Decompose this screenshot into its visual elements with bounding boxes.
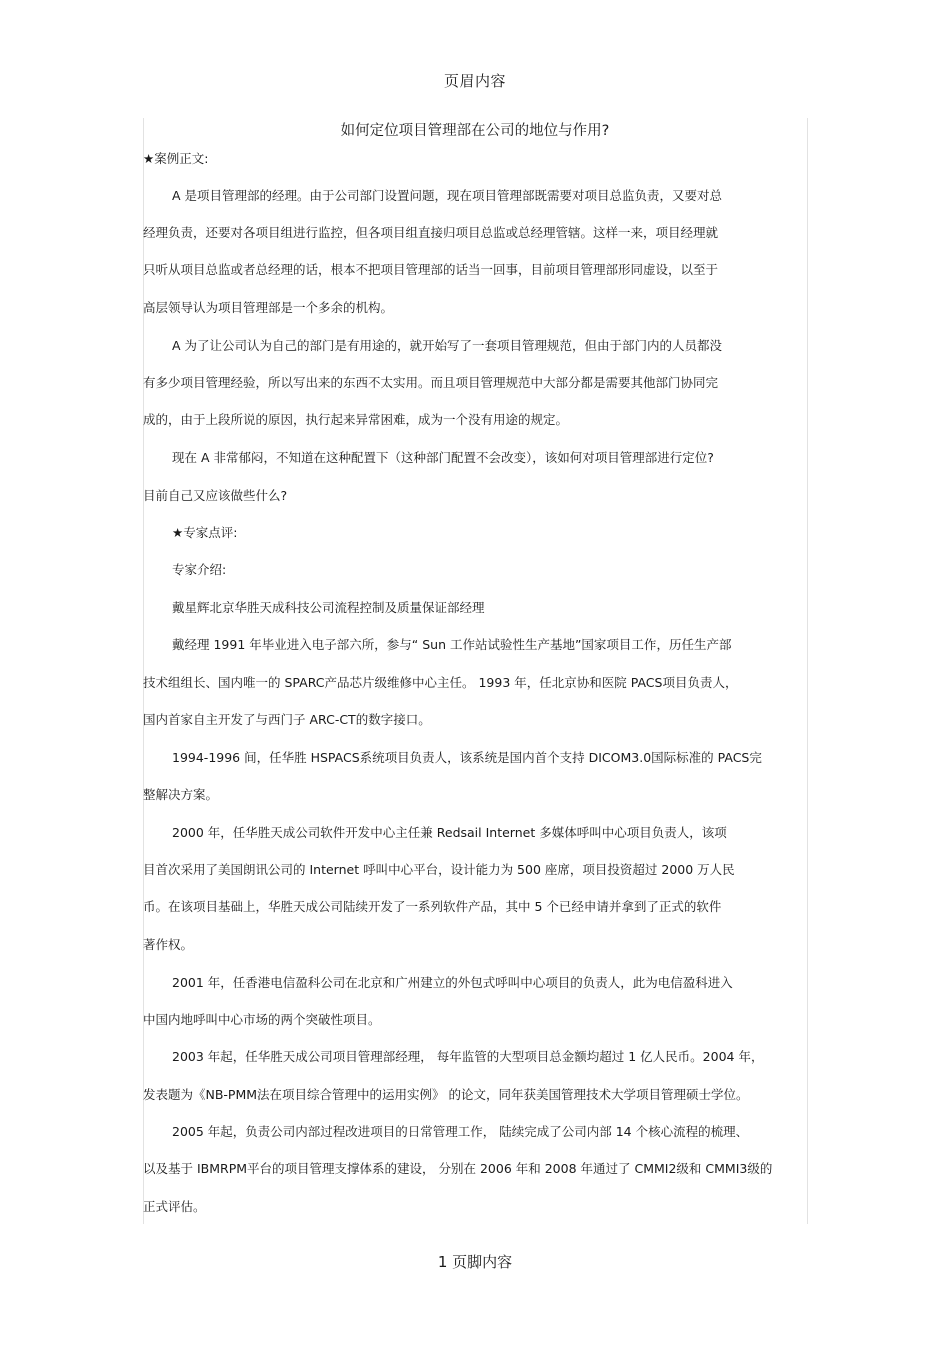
paragraph-line: 国内首家自主开发了与西门子 ARC-CT的数字接口。 <box>143 712 431 727</box>
paragraph-line: 只听从项目总监或者总经理的话，根本不把项目管理部的话当一回事，目前项目管理部形同虚设，以至于 <box>143 262 719 277</box>
paragraph-line: 目前自己又应该做些什么? <box>143 488 288 503</box>
paragraph-line: A 为了让公司认为自己的部门是有用途的，就开始写了一套项目管理规范，但由于部门内的人员都没 <box>172 338 723 353</box>
paragraph-line: 币。在该项目基础上，华胜天成公司陆续开发了一系列软件产品，其中 5 个已经申请并拿到了正式的软件 <box>143 899 722 914</box>
paragraph-line: 戴星辉北京华胜天成科技公司流程控制及质量保证部经理 <box>172 600 485 615</box>
page-footer: 1 页脚内容 <box>437 1253 513 1271</box>
paragraph-line: 经理负责，还要对各项目组进行监控，但各项目组直接归项目总监或总经理管辖。这样一来，项目经理就 <box>143 225 719 240</box>
paragraph-line: 目首次采用了美国朗讯公司的 Internet 呼叫中心平台，设计能力为 500 座席，项目投资超过 2000 万人民 <box>143 862 735 877</box>
page-frame-right-border <box>807 118 808 1224</box>
paragraph-line: 技术组组长、国内唯一的 SPARC产品芯片级维修中心主任。 1993 年，任北京协和医院 PACS项目负责人， <box>143 675 738 690</box>
paragraph-line: 正式评估。 <box>143 1199 206 1214</box>
paragraph-line: 以及基于 IBMRPM平台的项目管理支撑体系的建设， 分别在 2006 年和 2008 年通过了 CMMI2级和 CMMI3级的 <box>143 1161 773 1176</box>
paragraph-line: 发表题为《NB-PMM法在项目综合管理中的运用实例》 的论文，同年获美国管理技术大学项目管理硕士学位。 <box>143 1087 749 1102</box>
paragraph-line: 1994-1996 间，任华胜 HSPACS系统项目负责人，该系统是国内首个支持 DICOM3.0国际标准的 PACS完 <box>172 750 762 765</box>
paragraph-line: 2000 年，任华胜天成公司软件开发中心主任兼 Redsail Internet 多媒体呼叫中心项目负责人，该项 <box>172 825 727 840</box>
paragraph-line: 有多少项目管理经验，所以写出来的东西不太实用。而且项目管理规范中大部分都是需要其他部门协同完 <box>143 375 719 390</box>
paragraph-line: 成的，由于上段所说的原因，执行起来异常困难，成为一个没有用途的规定。 <box>143 412 569 427</box>
paragraph-line: 2005 年起，负责公司内部过程改进项目的日常管理工作， 陆续完成了公司内部 14 个核心流程的梳理、 <box>172 1124 749 1139</box>
paragraph-line: A 是项目管理部的经理。由于公司部门设置问题，现在项目管理部既需要对项目总监负责，又要对总 <box>172 188 723 203</box>
paragraph-line: 现在 A 非常郁闷，不知道在这种配置下（这种部门配置不会改变），该如何对项目管理部进行定位? <box>172 450 714 465</box>
paragraph-line: 著作权。 <box>143 937 194 952</box>
paragraph-line: 高层领导认为项目管理部是一个多余的机构。 <box>143 300 394 315</box>
paragraph-line: 中国内地呼叫中心市场的两个突破性项目。 <box>143 1012 381 1027</box>
paragraph-line: 2001 年，任香港电信盈科公司在北京和广州建立的外包式呼叫中心项目的负责人，此为电信盈科进入 <box>172 975 733 990</box>
paragraph-line: 整解决方案。 <box>143 787 219 802</box>
section-heading-expert-intro: 专家介绍: <box>172 562 227 577</box>
section-heading-expert-review: ★专家点评: <box>172 525 238 540</box>
page-frame-left-border <box>143 118 144 1224</box>
article-title: 如何定位项目管理部在公司的地位与作用? <box>340 123 610 139</box>
paragraph-line: 戴经理 1991 年毕业进入电子部六所，参与“ Sun 工作站试验性生产基地”国家项目工作，历任生产部 <box>172 637 732 652</box>
page-header: 页眉内容 <box>443 72 506 90</box>
paragraph-line: 2003 年起，任华胜天成公司项目管理部经理， 每年监管的大型项目总金额均超过 1 亿人民币。2004 年， <box>172 1049 764 1064</box>
section-heading-case: ★案例正文: <box>143 151 209 166</box>
